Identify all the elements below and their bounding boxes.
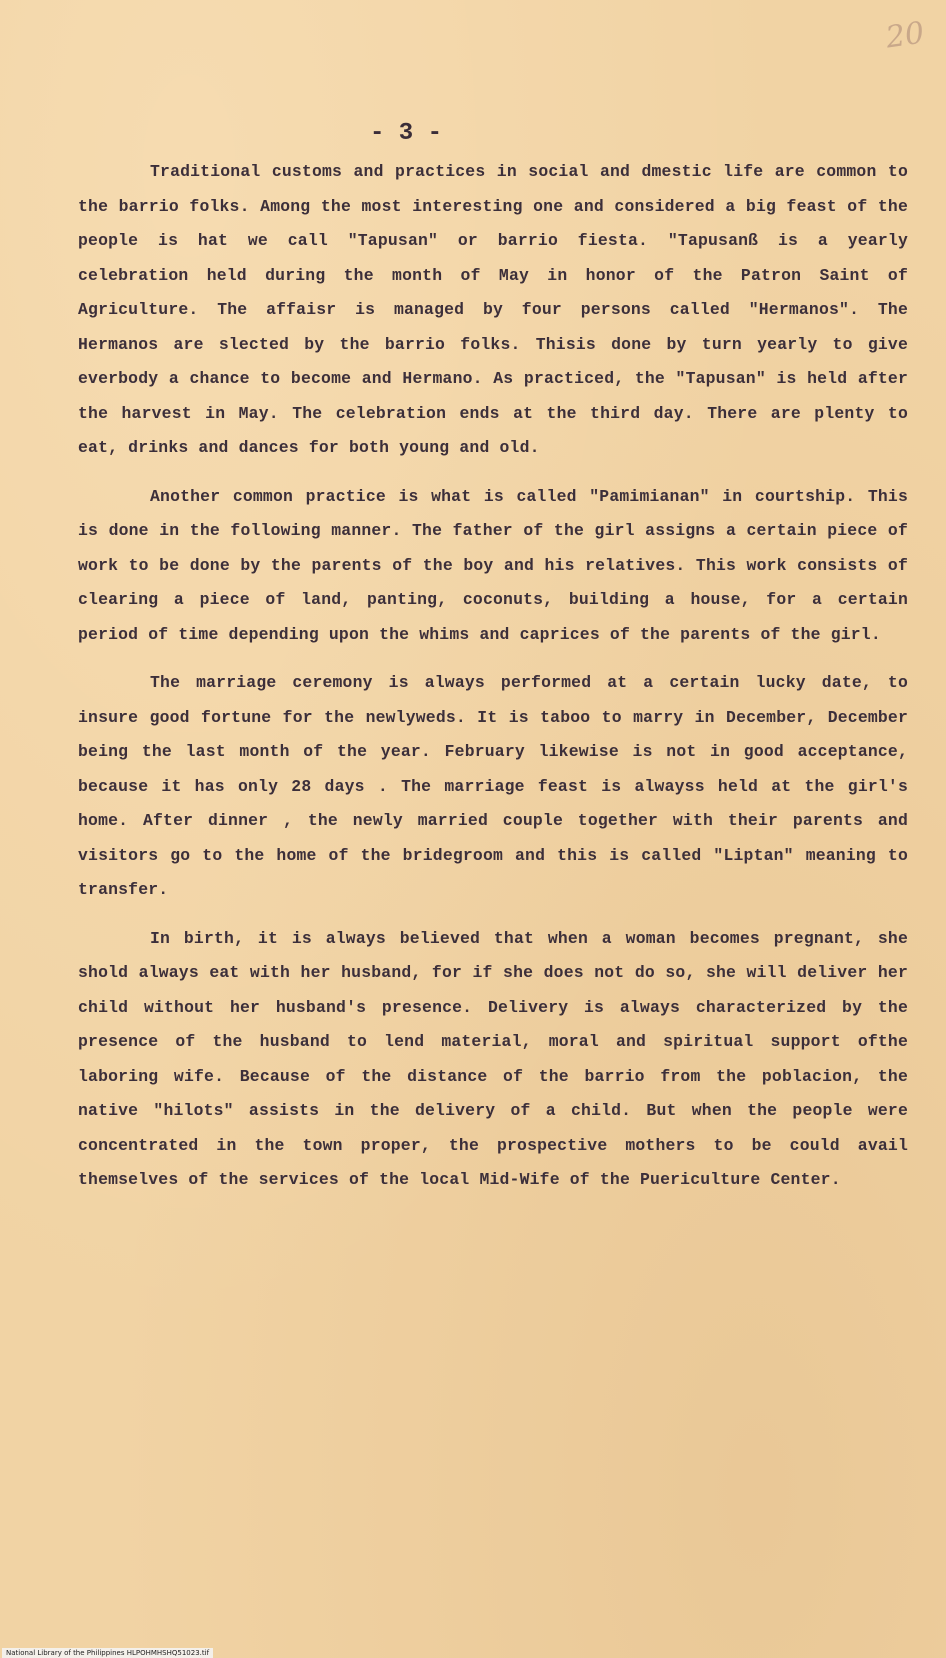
- paragraph-fiesta: Traditional customs and practices in social and dmestic life are common to the barrio folks. Among the most interesting one and considered a big feast of the people is hat we call "Tapusan" or barrio fiesta. "Tapusanß is a yearly celebration held during the month of May in honor of the Patron Saint of Agriculture. The affaisr is managed by four persons called "Hermanos". The Hermanos are slected by the barrio folks. Thisis done by turn yearly to give everbody a chance to become and Hermano. As practiced, the "Tapusan" is held after the harvest in May. The celebration ends at the third day. There are plenty to eat, drinks and dances for both young and old.: [78, 162, 908, 457]
- paragraph-marriage: The marriage ceremony is always performed at a certain lucky date, to insure good fortune for the newlyweds. It is taboo to marry in December, December being the last month of the year. February likewise is not in good acceptance, because it has only 28 days . The marriage feast is alwayss held at the girl's home. After dinner , the newly married couple together with their parents and visitors go to the home of the bridegroom and this is called "Liptan" meaning to transfer.: [78, 673, 908, 899]
- paragraph-birth: In birth, it is always believed that when a woman becomes pregnant, she shold always eat with her husband, for if she does not do so, she will deliver her child without her husband's presence. Delivery is always characterized by the presence of the husband to lend material, moral and spiritual support ofthe laboring wife. Because of the distance of the barrio from the poblacion, the native "hilots" assists in the delivery of a child. But when the people were concentrated in the town proper, the prospective mothers to be could avail themselves of the services of the local Mid-Wife of the Puericulture Center.: [78, 928, 908, 1189]
- paragraph-courtship: Another common practice is what is called "Pamimianan" in courtship. This is done in the following manner. The father of the girl assigns a certain piece of work to be done by the parents of the boy and his relatives. This work consists of clearing a piece of land, panting, coconuts, building a house, for a certain period of time depending upon the whims and caprices of the parents of the girl.: [78, 486, 908, 644]
- handwritten-page-number: 20: [883, 15, 927, 56]
- page-number: - 3 -: [369, 120, 442, 147]
- archive-footer-label: National Library of the Philippines HLPOHMHSHQ51023.tif: [2, 1648, 213, 1658]
- document-body: [78, 155, 908, 1212]
